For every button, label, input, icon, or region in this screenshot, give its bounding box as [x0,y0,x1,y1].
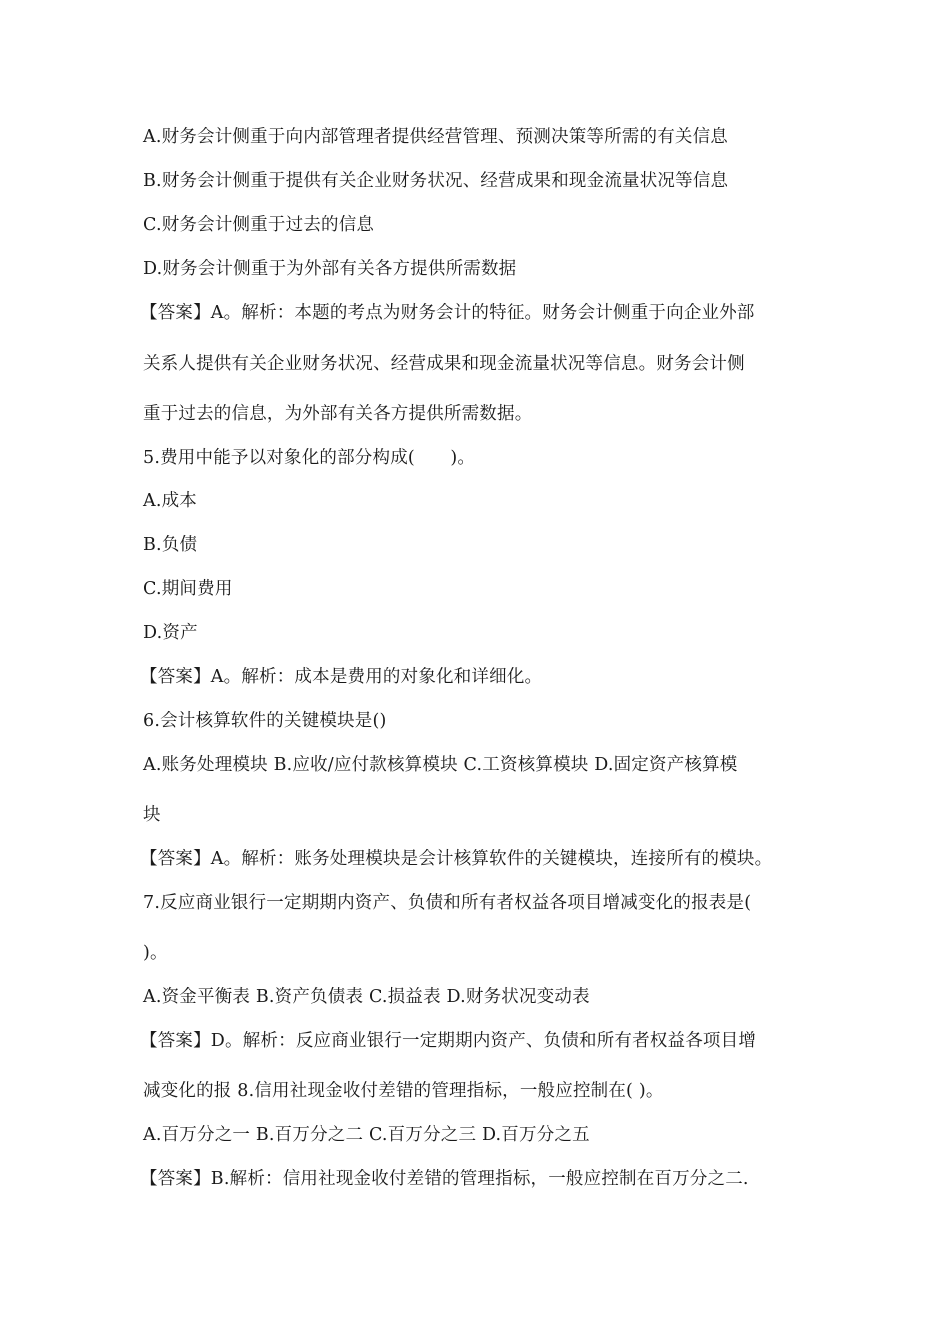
answer-q5: 【答案】A。解析：成本是费用的对象化和详细化。 [140,667,543,687]
option-b-q4: B.财务会计侧重于提供有关企业财务状况、经营成果和现金流量状况等信息 [143,171,729,191]
answer-q4-line1: 【答案】A。解析：本题的考点为财务会计的特征。财务会计侧重于向企业外部 [140,303,755,323]
answer-q4-line2: 关系人提供有关企业财务状况、经营成果和现金流量状况等信息。财务会计侧 [143,354,745,374]
option-c-q5: C.期间费用 [143,579,233,599]
option-a-q5: A.成本 [143,491,198,511]
option-c-q4: C.财务会计侧重于过去的信息 [143,215,375,235]
question-5: 5.费用中能予以对象化的部分构成( )。 [143,448,476,468]
option-b-q5: B.负债 [143,535,198,555]
answer-q7-line2-question-8: 减变化的报 8.信用社现金收付差错的管理指标，一般应控制在( )。 [143,1081,664,1101]
option-a-q4: A.财务会计侧重于向内部管理者提供经营管理、预测决策等所需的有关信息 [143,127,728,147]
option-d-q5: D.资产 [143,623,198,643]
options-q8: A.百万分之一 B.百万分之二 C.百万分之三 D.百万分之五 [143,1125,590,1145]
option-d-q4: D.财务会计侧重于为外部有关各方提供所需数据 [143,259,517,279]
answer-q6: 【答案】A。解析：账务处理模块是会计核算软件的关键模块，连接所有的模块。 [140,849,773,869]
answer-q7-line1: 【答案】D。解析：反应商业银行一定期期内资产、负债和所有者权益各项目增 [140,1031,757,1051]
options-q7: A.资金平衡表 B.资产负债表 C.损益表 D.财务状况变动表 [143,987,590,1007]
answer-q4-line3: 重于过去的信息，为外部有关各方提供所需数据。 [143,404,533,424]
answer-q8: 【答案】B.解析：信用社现金收付差错的管理指标，一般应控制在百万分之二. [140,1169,749,1189]
options-q6-line2: 块 [143,805,161,825]
question-7-line2: )。 [143,943,168,963]
question-7-line1: 7.反应商业银行一定期期内资产、负债和所有者权益各项目增减变化的报表是( [143,893,752,913]
options-q6-line1: A.账务处理模块 B.应收/应付款核算模块 C.工资核算模块 D.固定资产核算模 [143,755,738,775]
question-6: 6.会计核算软件的关键模块是() [143,711,387,731]
